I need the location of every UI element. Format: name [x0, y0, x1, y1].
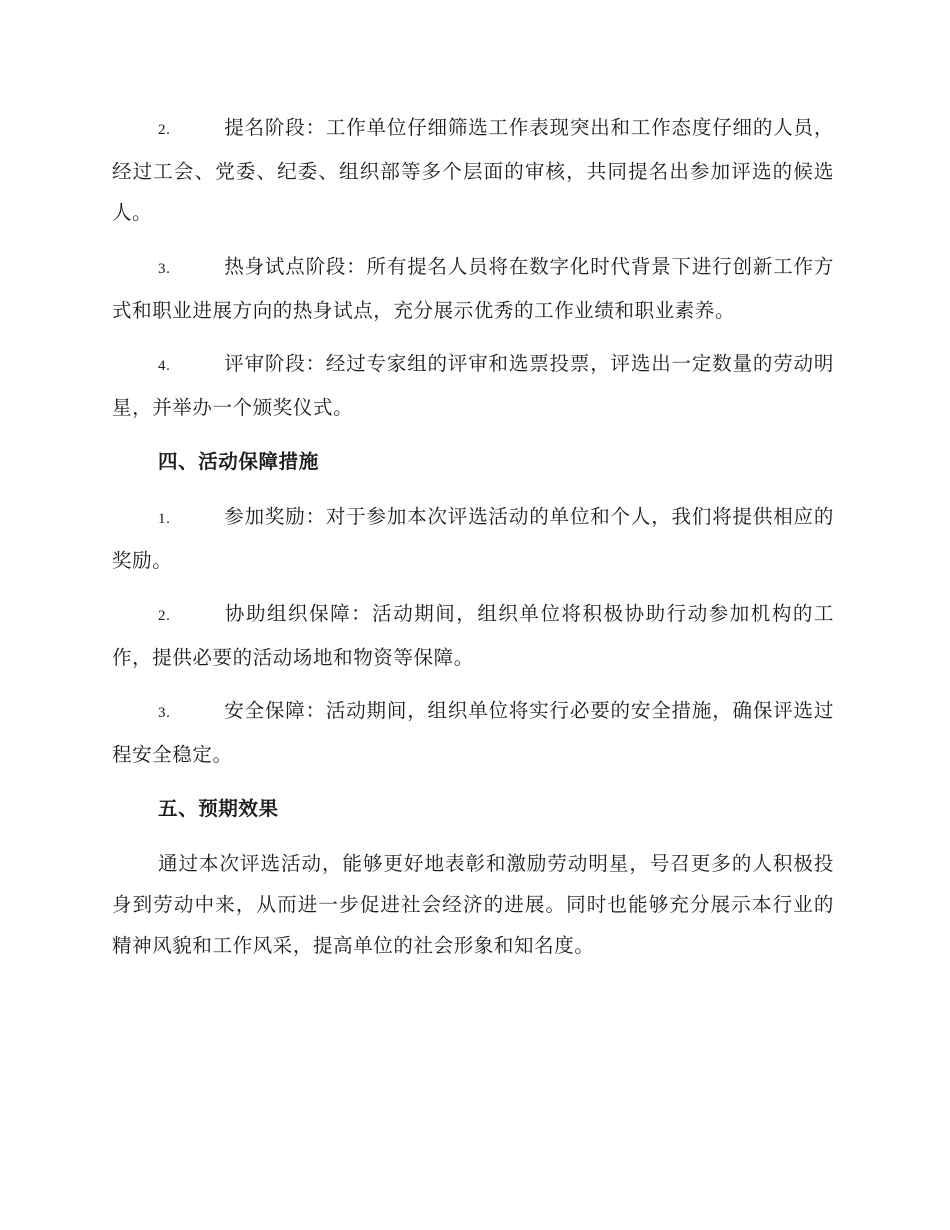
list-number: 1. — [158, 511, 171, 527]
section-heading: 五、预期效果 — [158, 797, 279, 820]
list-number: 3. — [158, 705, 171, 721]
list-item — [112, 107, 834, 233]
list-item — [112, 496, 834, 581]
list-text: 参加奖励：对于参加本次评选活动的单位和个人，我们将提供相应的奖励。 — [112, 505, 834, 572]
list-number: 2. — [158, 608, 171, 624]
list-text: 协助组织保障：活动期间，组织单位将积极协助行动参加机构的工作，提供必要的活动场地和物资等保障。 — [112, 602, 834, 669]
list-text: 热身试点阶段：所有提名人员将在数字化时代背景下进行创新工作方式和职业进展方向的热身试点，充分展示优秀的工作业绩和职业素养。 — [112, 255, 834, 322]
list-item — [112, 343, 834, 428]
list-text: 评审阶段：经过专家组的评审和选票投票，评选出一定数量的劳动明星，并举办一个颁奖仪式。 — [112, 352, 834, 419]
body-paragraph: 通过本次评选活动，能够更好地表彰和激励劳动明星，号召更多的人积极投身到劳动中来，从而进一步促进社会经济的进展。同时也能够充分展示本行业的精神风貌和工作风采，提高单位的社会形象和知名度。 — [112, 852, 834, 957]
list-item — [112, 246, 834, 331]
list-number: 4. — [158, 358, 171, 374]
list-number: 3. — [158, 261, 171, 277]
list-item — [112, 690, 834, 775]
list-text: 安全保障：活动期间，组织单位将实行必要的安全措施，确保评选过程安全稳定。 — [112, 699, 834, 766]
list-item — [112, 593, 834, 678]
list-number: 2. — [158, 122, 171, 138]
section-heading: 四、活动保障措施 — [158, 450, 319, 473]
list-text: 提名阶段：工作单位仔细筛选工作表现突出和工作态度仔细的人员，经过工会、党委、纪委、组织部等多个层面的审核，共同提名出参加评选的候选人。 — [112, 116, 834, 224]
